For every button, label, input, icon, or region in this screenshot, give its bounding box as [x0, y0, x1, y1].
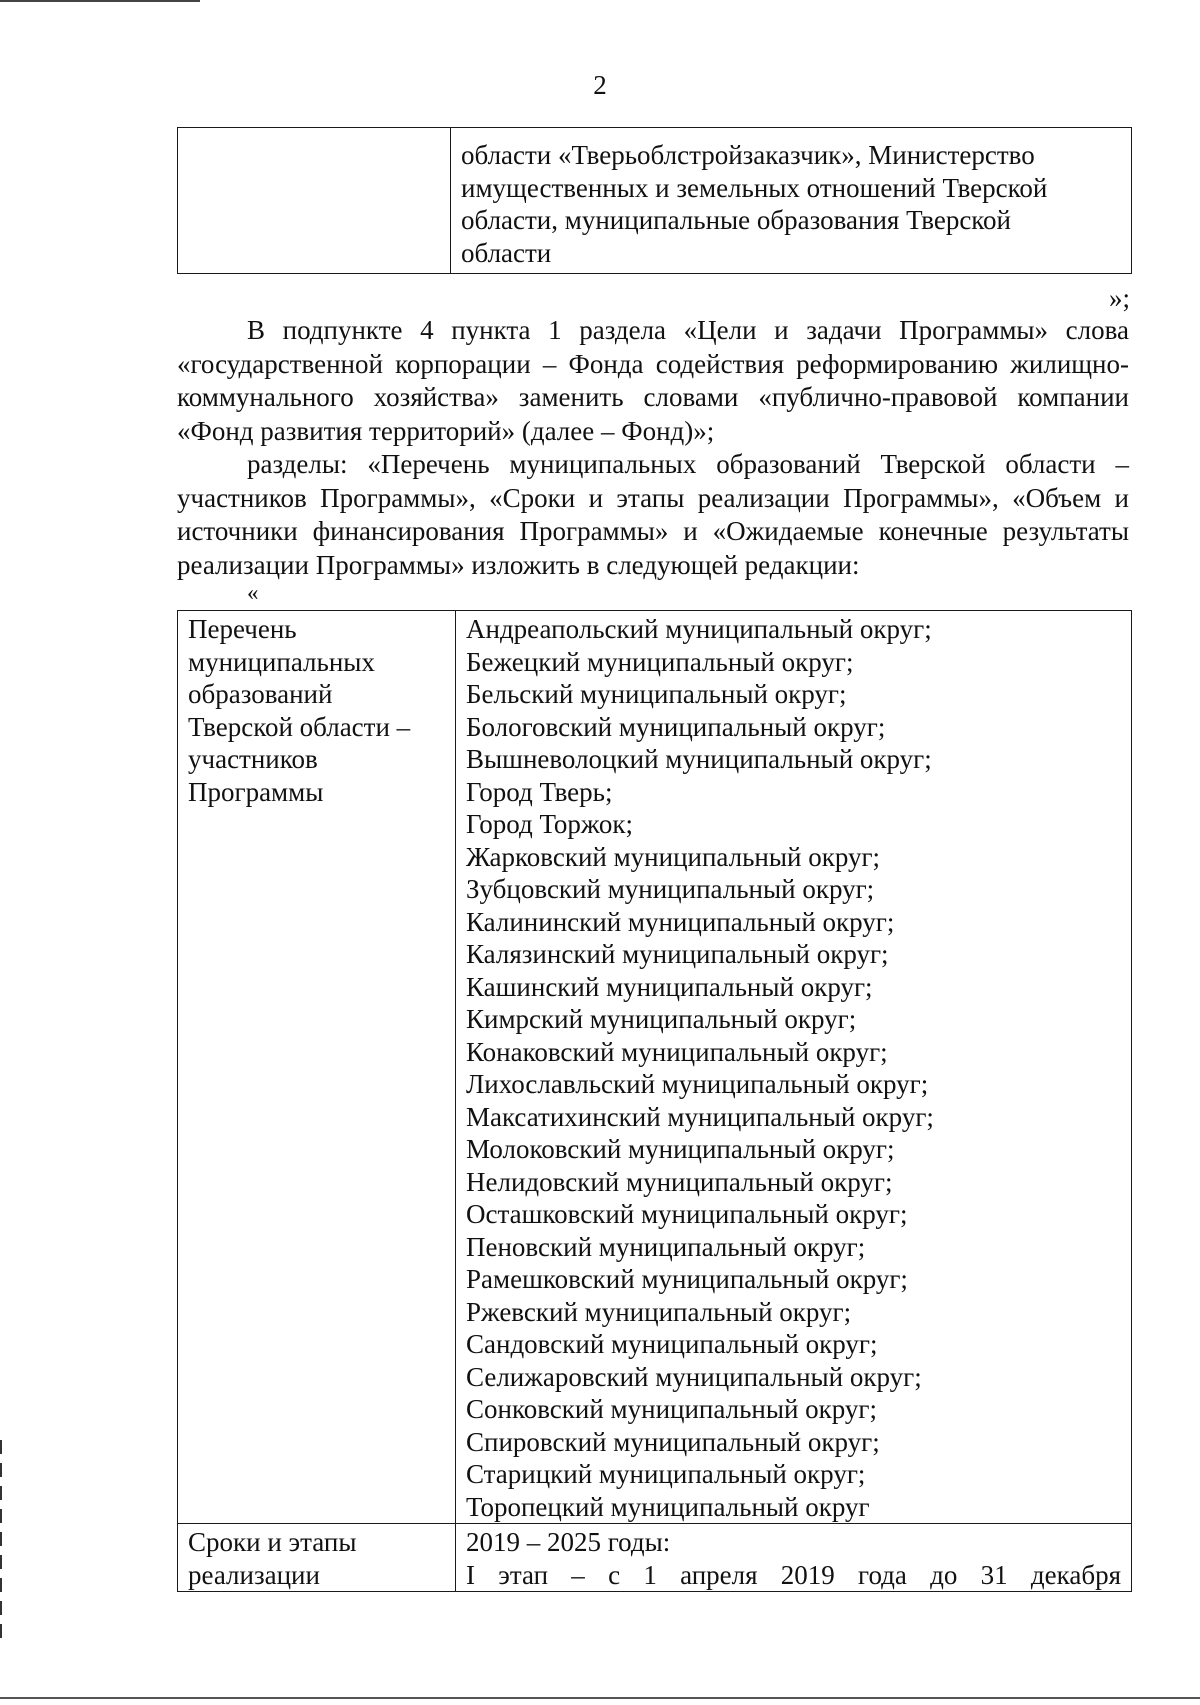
municipality-item: Кимрский муниципальный округ; — [466, 1004, 857, 1034]
row-label-cell — [178, 1524, 456, 1592]
municipality-item: Вышневолоцкий муниципальный округ; — [466, 744, 932, 774]
row-label-line: Программы — [188, 776, 324, 807]
scan-margin-marks — [0, 1440, 3, 1647]
municipality-item: Осташковский муниципальный округ; — [466, 1199, 908, 1229]
row-label-line: Сроки и этапы — [188, 1527, 357, 1557]
paragraph-amendment-fund — [177, 314, 1129, 448]
municipality-item: Город Торжок; — [466, 809, 634, 839]
municipality-item: Ржевский муниципальный округ; — [466, 1296, 852, 1327]
row-label-line: Тверской области – — [188, 711, 411, 742]
continuation-table-row — [178, 128, 1132, 274]
municipality-item: Бологовский муниципальный округ; — [466, 711, 886, 742]
municipality-item: Торопецкий муниципальный округ — [466, 1491, 870, 1522]
scan-bottom-rule — [0, 1697, 1200, 1699]
continuation-value-cell — [451, 128, 1132, 274]
scan-top-rule — [0, 0, 200, 2]
paragraph-text: В подпункте 4 пункта 1 раздела «Цели и задачи Программы» слова «государственной корпорации – Фонда содействия реформированию жилищно-коммунального хозяйства» заменить словами «публично-правовой компании «Фонд развития территорий» (далее – Фонд)»; — [177, 315, 1129, 446]
continuation-line: области «Тверьоблстройзаказчик», Министерство — [461, 140, 1035, 170]
timeline-line: I этап – с 1 апреля 2019 года до 31 декабря — [466, 1559, 1121, 1590]
row-label-line: образований — [188, 679, 333, 709]
continuation-line: области — [461, 237, 552, 268]
municipality-item: Молоковский муниципальный округ; — [466, 1134, 895, 1164]
row-label-line: Перечень — [188, 614, 297, 644]
page-number: 2 — [593, 70, 607, 100]
municipality-item: Селижаровский муниципальный округ; — [466, 1361, 922, 1392]
row-label-line: участников — [188, 744, 318, 774]
paragraph-sections-replacement — [177, 448, 1129, 582]
timeline-line: 2019 – 2025 годы: — [466, 1527, 671, 1557]
municipality-item: Калязинский муниципальный округ; — [466, 939, 889, 969]
municipality-item: Зубцовский муниципальный округ; — [466, 874, 875, 904]
municipality-item: Максатихинский муниципальный округ; — [466, 1101, 934, 1132]
program-passport-table — [177, 610, 1132, 1592]
table-row-timeline — [178, 1524, 1132, 1592]
continuation-line: области, муниципальные образования Тверской — [461, 205, 1011, 235]
municipality-item: Нелидовский муниципальный округ; — [466, 1166, 893, 1197]
municipality-item: Город Тверь; — [466, 776, 613, 807]
timeline-cell — [456, 1524, 1132, 1592]
municipality-item: Сонковский муниципальный округ; — [466, 1394, 878, 1424]
continuation-table — [177, 127, 1132, 274]
municipality-item: Жарковский муниципальный округ; — [466, 841, 881, 872]
municipality-list-cell — [456, 611, 1132, 1524]
municipality-item: Конаковский муниципальный округ; — [466, 1036, 888, 1067]
municipality-item: Андреапольский муниципальный округ; — [466, 614, 932, 644]
continuation-line: имущественных и земельных отношений Тверской — [461, 172, 1048, 203]
row-label-cell — [178, 611, 456, 1524]
closing-quote: »; — [1108, 283, 1130, 313]
row-label-line: реализации — [188, 1559, 320, 1590]
paragraph-text: разделы: «Перечень муниципальных образований Тверской области – участников Программы», «Сроки и этапы реализации Программы», «Объем и источники финансирования Программы» и «Ожидаемые конечные результаты реализации Программы» изложить в следующей редакции: — [177, 449, 1129, 580]
municipality-item: Старицкий муниципальный округ; — [466, 1459, 866, 1489]
municipality-item: Сандовский муниципальный округ; — [466, 1329, 878, 1359]
municipality-item: Пеновский муниципальный округ; — [466, 1231, 866, 1262]
municipality-item: Кашинский муниципальный округ; — [466, 971, 873, 1002]
municipality-item: Бежецкий муниципальный округ; — [466, 646, 854, 677]
table-row-municipalities — [178, 611, 1132, 1524]
municipality-item: Спировский муниципальный округ; — [466, 1426, 880, 1457]
continuation-label-cell — [178, 128, 451, 274]
municipality-item: Бельский муниципальный округ; — [466, 679, 847, 709]
municipality-item: Калининский муниципальный округ; — [466, 906, 895, 937]
municipality-item: Лихославльский муниципальный округ; — [466, 1069, 929, 1099]
row-label-line: муниципальных — [188, 646, 375, 677]
municipality-item: Рамешковский муниципальный округ; — [466, 1264, 908, 1294]
opening-quote: « — [247, 580, 259, 605]
